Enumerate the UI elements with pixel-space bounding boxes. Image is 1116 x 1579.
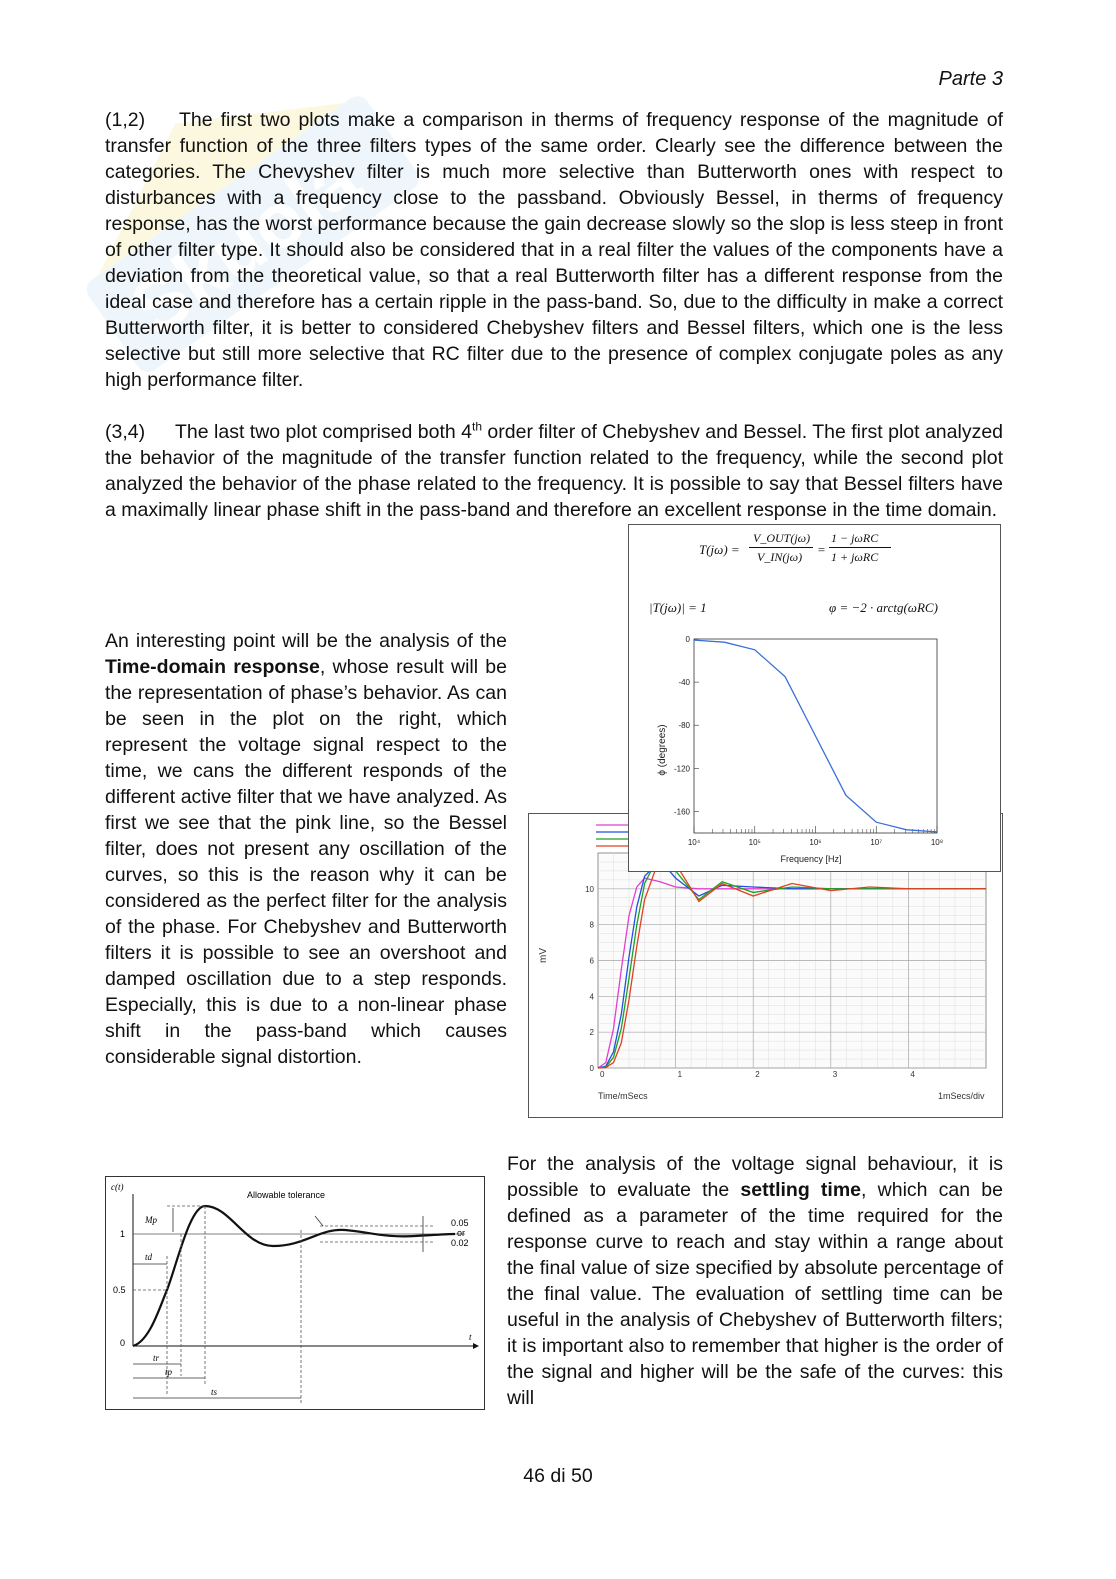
y-tick-label: 6 (589, 956, 594, 966)
paragraph-text: For the analysis of the voltage signal behaviour, it is possible to evaluate the (507, 1153, 1003, 1201)
paragraph-text: The last two plot comprised both 4 (175, 421, 472, 443)
phase-equation: φ = −2 · arctg(ωRC) (829, 600, 938, 615)
phase-figure (628, 524, 1001, 872)
paragraph-text-continued: , whose result will be the representation of phase’s behavior. As can be seen in the plot on the right, which represent the voltage signal respect to the time, we cans the different responds of the different active filter that we have analyzed. As first we see that the pink line, so the Bessel filter, does not present any oscillation of the curves, so this is the reason why it can be considered as the perfect filter for the analysis of the phase. For Chebyshev and Butterworth filters it is possible to see an overshoot and damped oscillation due to a step responds. Especially, this is due to a non-linear phase shift in the pass-band which causes considerable signal distortion. (105, 656, 507, 1068)
paragraph-time-domain (105, 628, 507, 1070)
y-tick-label: 0 (685, 635, 690, 644)
formula-lhs: T(jω) = (699, 542, 740, 557)
bold-term: settling time (740, 1179, 862, 1201)
magnitude-equation: |T(jω)| = 1 (649, 600, 707, 615)
y-tick-label: 10 (585, 884, 594, 894)
settling-time-figure (105, 1176, 485, 1410)
y-tick-label: -160 (673, 807, 690, 817)
paragraph-frequency-comparison (105, 107, 1003, 393)
paragraph-text: The first two plots make a comparison in therms of frequency response of the magnitude of transfer function of the three filters types of the same order. Clearly see the difference between the categories. The Chevyshev filter is much more selective than Butterworth ones with respect to disturbances with a frequency close to the passband. Obviously Bessel, in therms of frequency response, has the worst performance because the gain decrease slowly so the slop is less steep in front of other filter type. It should also be considered that in a real filter the values of the components have a deviation from the theoretical value, so that a real Butterworth filter has a different response from the ideal case and therefore has a certain ripple in the pass-band. So, due to the difficulty in make a correct Butterworth filter, it is better to considered Chebyshev filters and Bessel filters, which one is the less selective but still more selective that RC filter due to the presence of complex conjugate poles as any high performance filter. (105, 109, 1003, 391)
x-tick-label: 4 (910, 1070, 915, 1079)
x-tick-label: 2 (755, 1070, 760, 1079)
paragraph-text-continued: order filter of Chebyshev and Bessel. The first plot analyzed the behavior of the magnitude of the transfer function related to the frequency, while the second plot analyzed the behavior of the phase related to the frequency. It is possible to say that Bessel filters have a maximally linear phase shift in the pass-band and therefore an excellent response in the time domain. (105, 421, 1004, 521)
paragraph-settling-time (507, 1151, 1003, 1411)
x-tick-label: 10⁵ (748, 838, 761, 847)
x-axis-scale: 1mSecs/div (938, 1091, 985, 1101)
y-tick-label: 4 (589, 992, 594, 1002)
y-tick-labels (674, 635, 691, 816)
tolerance-value-b: 0.02 (451, 1238, 469, 1248)
fraction-bar (749, 547, 813, 548)
formula-numerator-2: 1 − jωRC (831, 531, 879, 545)
x-tick-label: 10⁶ (809, 838, 822, 847)
tr-label: tr (153, 1353, 160, 1363)
tolerance-or: or (457, 1228, 466, 1238)
y-tick-half: 0.5 (113, 1285, 126, 1295)
phase-series-line (694, 640, 937, 832)
paragraph-label: (1,2) (105, 109, 146, 131)
x-axis-label: Time/mSecs (598, 1091, 648, 1101)
y-axis-label: ϕ (degrees) (657, 724, 668, 776)
y-tick-label: 0 (589, 1064, 594, 1073)
paragraph-label: (3,4) (105, 421, 146, 443)
y-tick-label: 2 (589, 1028, 594, 1038)
ts-label: ts (211, 1387, 218, 1397)
y-tick-1: 1 (120, 1229, 126, 1239)
y-tick-0: 0 (120, 1338, 126, 1348)
tolerance-annotation: Allowable tolerance (247, 1190, 326, 1200)
page-header-part: Parte 3 (938, 68, 1003, 90)
y-tick-label: -80 (678, 721, 690, 731)
chart-grid (598, 853, 986, 1068)
paragraph-fourth-order (105, 419, 1003, 523)
tolerance-value-a: 0.05 (451, 1218, 469, 1228)
x-tick-label: 10⁸ (930, 838, 944, 847)
x-tick-label: 1 (677, 1070, 683, 1079)
y-tick-label: 8 (589, 920, 594, 930)
bold-term: Time-domain response (105, 656, 320, 678)
x-tick-label: 3 (832, 1070, 838, 1079)
y-axis-label: c(t) (111, 1182, 124, 1192)
equals-sign: = (817, 542, 826, 557)
y-axis-label: mV (538, 948, 549, 963)
paragraph-text-continued: , which can be defined as a parameter of the time required for the response curve to reach and stay within a range about the final value of size specified by absolute percentage of the final value. The evaluation of settling time can be useful in the analysis of Chebyshev of Butterworth filters; it is important also to remember that higher is the order of the signal and higher will be the safe of the curves: this will (507, 1179, 1004, 1409)
formula-numerator: V_OUT(jω) (753, 531, 811, 545)
formula-denominator: V_IN(jω) (757, 550, 803, 564)
y-tick-label: -40 (678, 678, 690, 688)
figure-frame (106, 1177, 485, 1410)
td-label: td (145, 1252, 153, 1262)
phase-chart (629, 625, 1000, 871)
x-tick-label: 0 (600, 1070, 605, 1079)
paragraph-text: An interesting point will be the analysis of the (105, 630, 507, 652)
x-tick-labels (688, 838, 943, 847)
x-tick-label: 10⁷ (870, 838, 883, 847)
chart-series (694, 640, 937, 832)
x-tick-label: 10⁴ (687, 838, 701, 847)
formula-denominator-2: 1 + jωRC (831, 550, 879, 564)
x-axis-label: Frequency [Hz] (780, 854, 842, 864)
mp-label: Mp (145, 1215, 157, 1225)
tp-label: tp (165, 1367, 173, 1377)
y-tick-label: -120 (673, 764, 690, 774)
svg-text:Skuola: Skuola (114, 134, 375, 353)
superscript: th (472, 419, 483, 434)
fraction-bar-2 (829, 547, 891, 548)
page-number: 46 di 50 (523, 1465, 593, 1487)
t-label: t (469, 1332, 472, 1342)
